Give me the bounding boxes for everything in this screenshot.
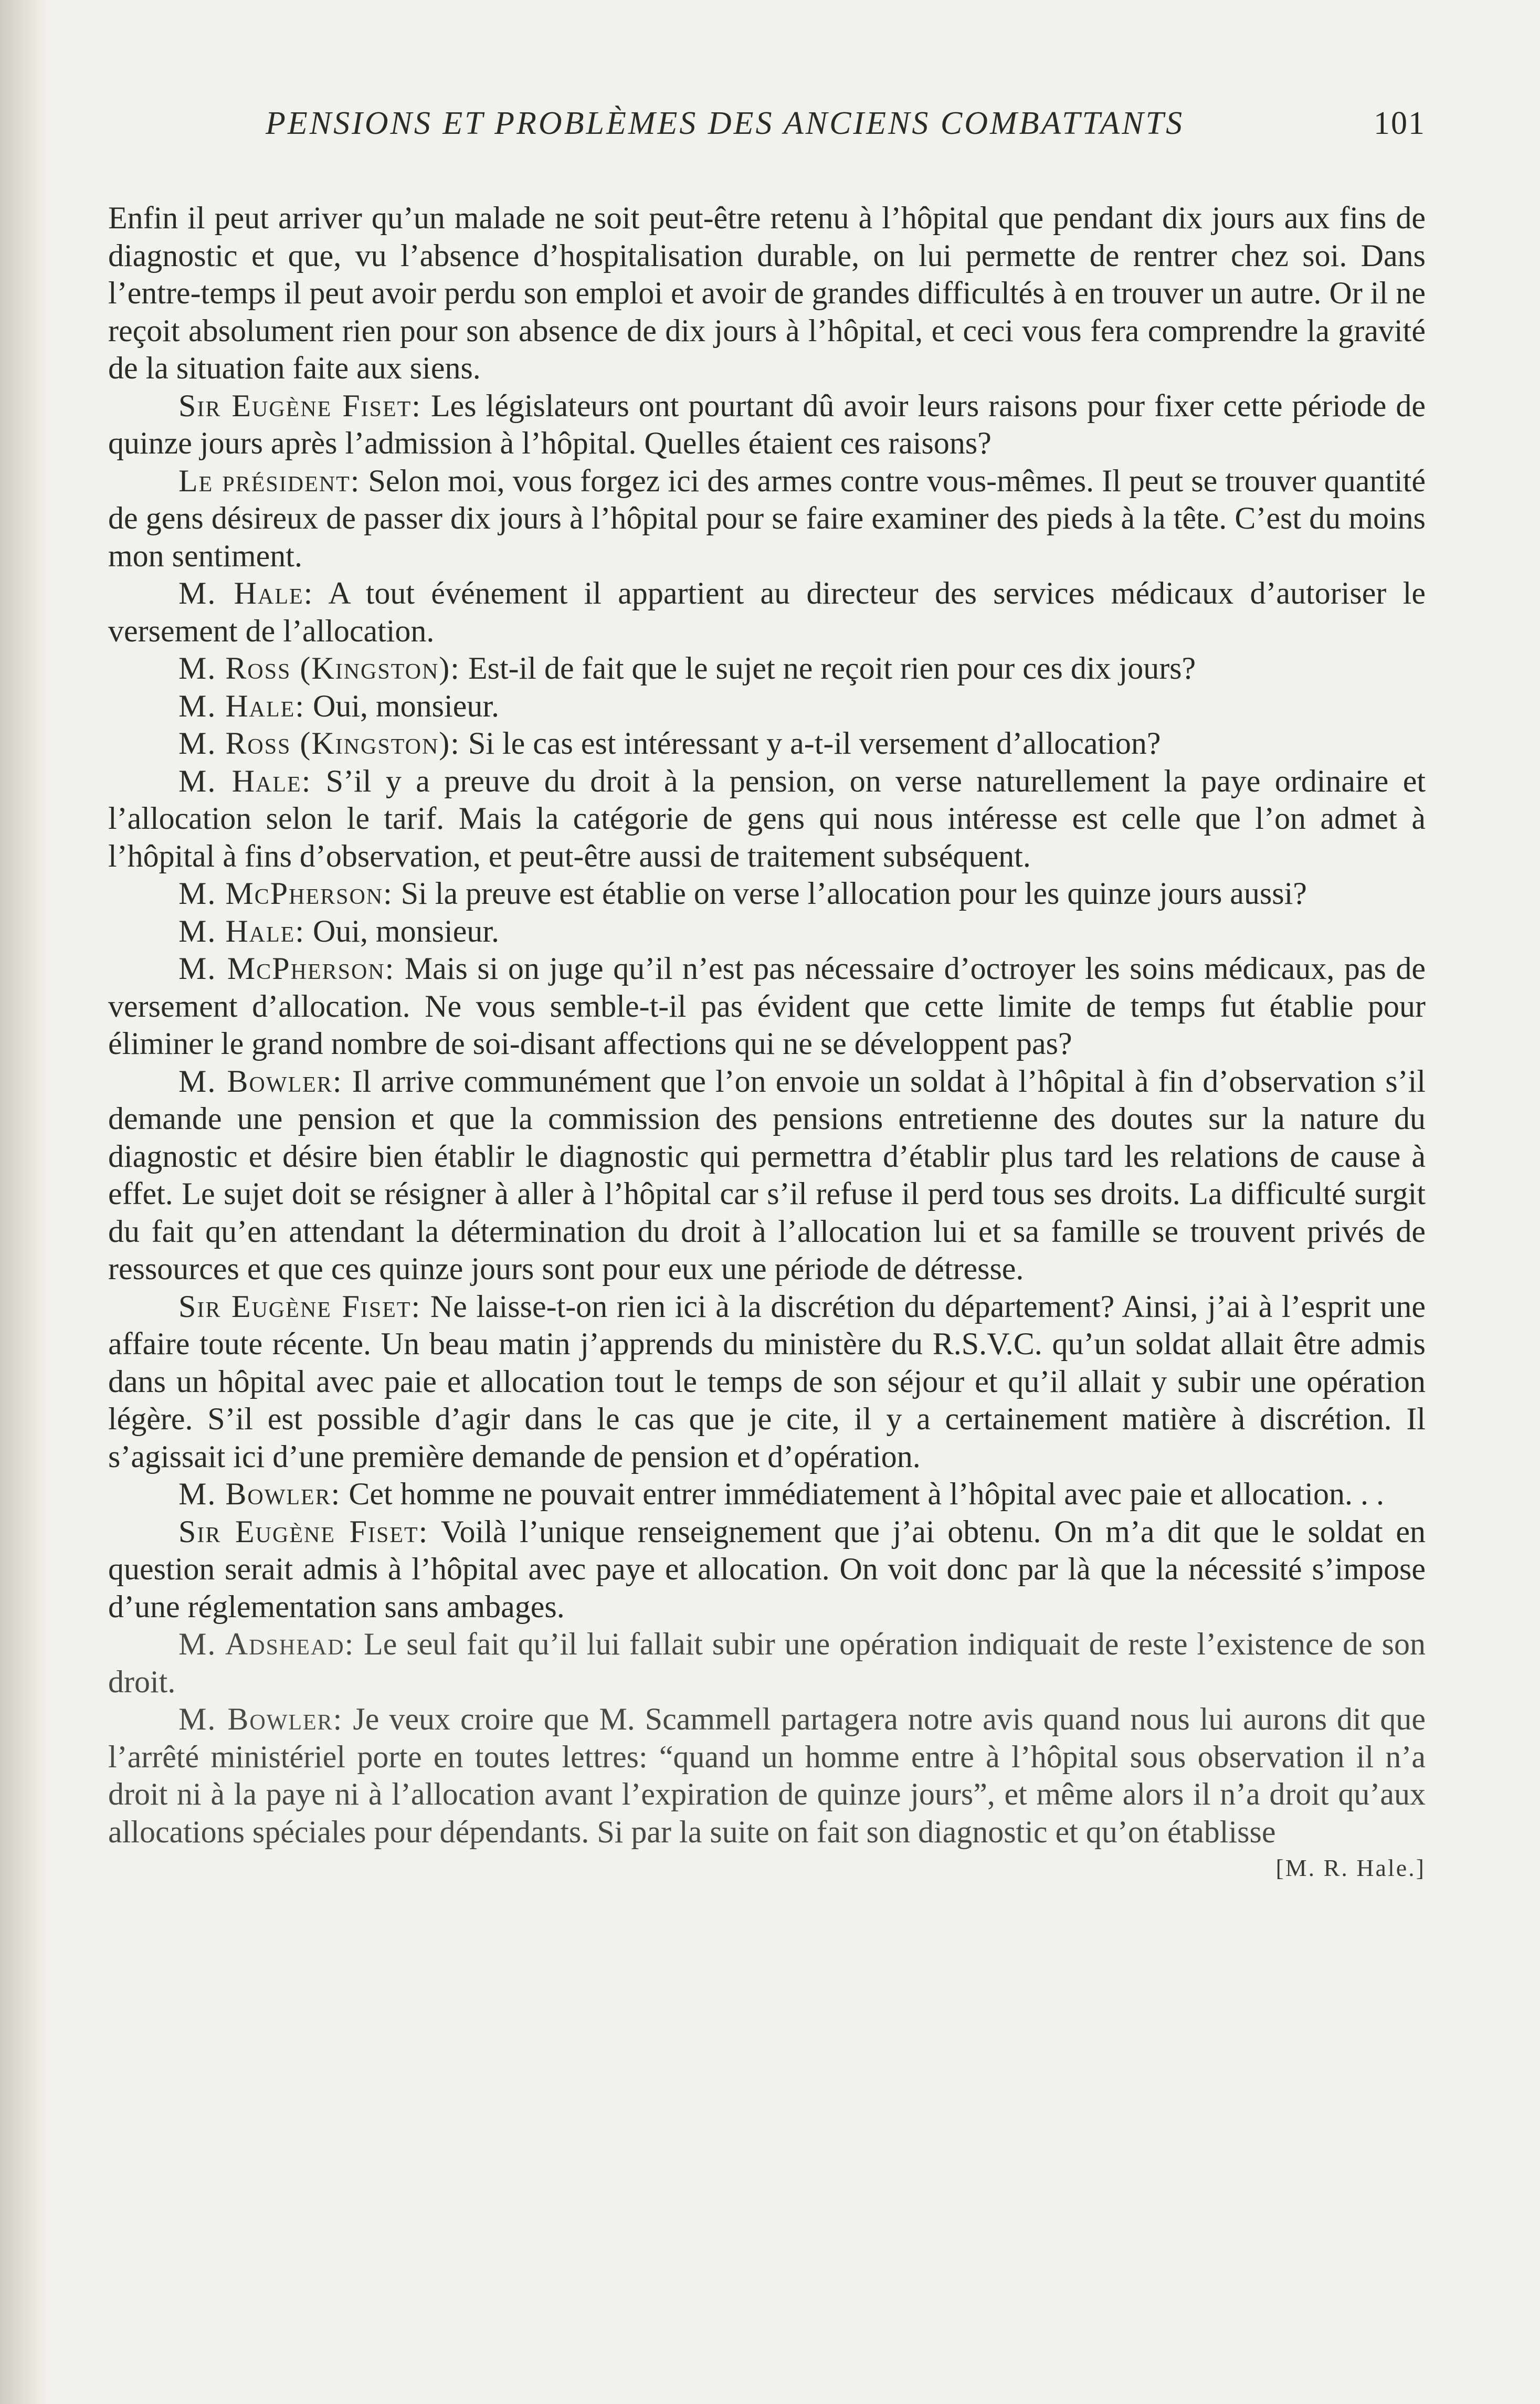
- paragraph: [108, 688, 1426, 725]
- paragraph: [108, 1626, 1426, 1701]
- page-number: 101: [1374, 106, 1426, 141]
- document-page: [108, 100, 1426, 1882]
- speaker: M. Ross (Kingston):: [178, 726, 460, 761]
- paragraph-text: Il arrive communément que l’on envoie un soldat à l’hôpital à fin d’observation s’il demande une pension et que la commission des pensions entretienne des doutes sur la nature du diagnostic et désire bien établir le diagnostic qui permettra d’établir plus tard les relations de cause à effet. Le sujet doit se résigner à aller à l’hôpital car s’il refuse il perd tous ses droits. La difficulté surgit du fait qu’en attendant la détermination du droit à l’allocation lui et sa famille se trouvent privés de ressources et que ces quinze jours sont pour eux une période de détresse.: [108, 1063, 1426, 1286]
- paragraph: [108, 1513, 1426, 1626]
- paragraph-text: Les législateurs ont pourtant dû avoir leurs raisons pour fixer cette période de quinze jours après l’admission à l’hôpital. Quelles étaient ces raisons?: [108, 388, 1426, 460]
- paragraph: [108, 650, 1426, 688]
- paragraph: [108, 199, 1426, 387]
- paragraph: [108, 913, 1426, 951]
- paragraph: [108, 1475, 1426, 1513]
- running-title: PENSIONS ET PROBLÈMES DES ANCIENS COMBATTANTS: [266, 106, 1185, 141]
- running-header: [108, 100, 1426, 157]
- speaker: Sir Eugène Fiset:: [178, 1289, 421, 1324]
- speaker-footnote: [M. R. Hale.]: [1275, 1854, 1426, 1881]
- paragraph: [108, 1701, 1426, 1851]
- paragraph: [108, 763, 1426, 876]
- speaker: Le président:: [178, 463, 361, 498]
- paragraph-text: Cet homme ne pouvait entrer immédiatement à l’hôpital avec paie et allocation. . .: [349, 1477, 1384, 1511]
- speaker: M. Bowler:: [178, 1063, 343, 1099]
- paragraph-text: Enfin il peut arriver qu’un malade ne soit peut-être retenu à l’hôpital que pendant dix jours aux fins de diagnostic et que, vu l’absence d’hospitalisation durable, on lui permette de rentrer chez soi. Dans l’entre-temps il peut avoir perdu son emploi et avoir de grandes difficultés à en trouver un autre. Or il ne reçoit absolument rien pour son absence de dix jours à l’hôpital, et ceci vous fera comprendre la gravité de la situation faite aux siens.: [108, 201, 1426, 385]
- paragraph-text: Si la preuve est établie on verse l’allocation pour les quinze jours aussi?: [400, 876, 1307, 911]
- speaker: Sir Eugène Fiset:: [178, 388, 421, 423]
- speaker: M. Bowler:: [178, 1477, 341, 1511]
- paragraph-text: Le seul fait qu’il lui fallait subir une opération indiquait de reste l’existence de son droit.: [108, 1627, 1426, 1699]
- paragraph: [108, 575, 1426, 650]
- paragraph-text: Oui, monsieur.: [313, 688, 499, 723]
- speaker: M. McPherson:: [178, 876, 393, 911]
- paragraph-text: Est-il de fait que le sujet ne reçoit rien pour ces dix jours?: [468, 651, 1196, 686]
- speaker: Sir Eugène Fiset:: [178, 1514, 429, 1549]
- speaker: M. McPherson:: [178, 951, 395, 986]
- paragraph-text: Voilà l’unique renseignement que j’ai obtenu. On m’a dit que le soldat en question serait admis à l’hôpital avec paye et allocation. On voit donc par là que la nécessité s’impose d’une réglementation sans ambages.: [108, 1514, 1426, 1624]
- paragraph: [108, 462, 1426, 575]
- paragraph-text: S’il y a preuve du droit à la pension, on verse naturellement la paye ordinaire et l’allocation selon le tarif. Mais la catégorie de gens qui nous intéresse est celle que l’on admet à l’hôpital à fins d’observation, et peut-être aussi de traitement subséquent.: [108, 763, 1426, 873]
- speaker: M. Hale:: [178, 913, 305, 948]
- paragraph-text: Je veux croire que M. Scammell partagera notre avis quand nous lui aurons dit que l’arrêté ministériel porte en toutes lettres: “quand un homme entre à l’hôpital sous observation il n’a droit ni à la paye ni à l’allocation avant l’expiration de quinze jours”, et même alors il n’a droit qu’aux allocations spéciales pour dépendants. Si par la suite on fait son diagnostic et qu’on établisse: [108, 1702, 1426, 1849]
- paragraph: [108, 1288, 1426, 1476]
- document-body: [108, 199, 1426, 1851]
- paragraph-text: Selon moi, vous forgez ici des armes contre vous-mêmes. Il peut se trouver quantité de gens désireux de passer dix jours à l’hôpital pour se faire examiner des pieds à la tête. C’est du moins mon sentiment.: [108, 463, 1426, 573]
- paragraph: [108, 950, 1426, 1063]
- paragraph-text: Mais si on juge qu’il n’est pas nécessaire d’octroyer les soins médicaux, pas de versement d’allocation. Ne vous semble-t-il pas évident que cette limite de temps fut établie pour éliminer le grand nombre de soi-disant affections qui ne se développent pas?: [108, 951, 1426, 1061]
- page-edge-shadow: [0, 0, 47, 2404]
- speaker: M. Adshead:: [178, 1627, 355, 1661]
- speaker: M. Hale:: [178, 688, 305, 723]
- paragraph: [108, 1063, 1426, 1288]
- paragraph-text: Oui, monsieur.: [313, 913, 499, 948]
- speaker: M. Bowler:: [178, 1702, 343, 1736]
- speaker: M. Hale:: [178, 576, 314, 610]
- paragraph-text: Ne laisse-t-on rien ici à la discrétion du département? Ainsi, j’ai à l’esprit une affaire toute récente. Un beau matin j’apprends du ministère du R.S.V.C. qu’un soldat allait être admis dans un hôpital avec paie et allocation tout le temps de son séjour et qu’il allait y subir une opération légère. S’il est possible d’agir dans le cas que je cite, il y a certainement matière à discrétion. Il s’agissait ici d’une première demande de pension et d’opération.: [108, 1289, 1426, 1474]
- paragraph-text: Si le cas est intéressant y a-t-il versement d’allocation?: [468, 726, 1161, 761]
- speaker: M. Ross (Kingston):: [178, 651, 460, 686]
- paragraph: [108, 875, 1426, 913]
- speaker: M. Hale:: [178, 763, 312, 798]
- paragraph-text: A tout événement il appartient au directeur des services médicaux d’autoriser le versement de l’allocation.: [108, 576, 1426, 648]
- paragraph: [108, 387, 1426, 462]
- paragraph: [108, 725, 1426, 763]
